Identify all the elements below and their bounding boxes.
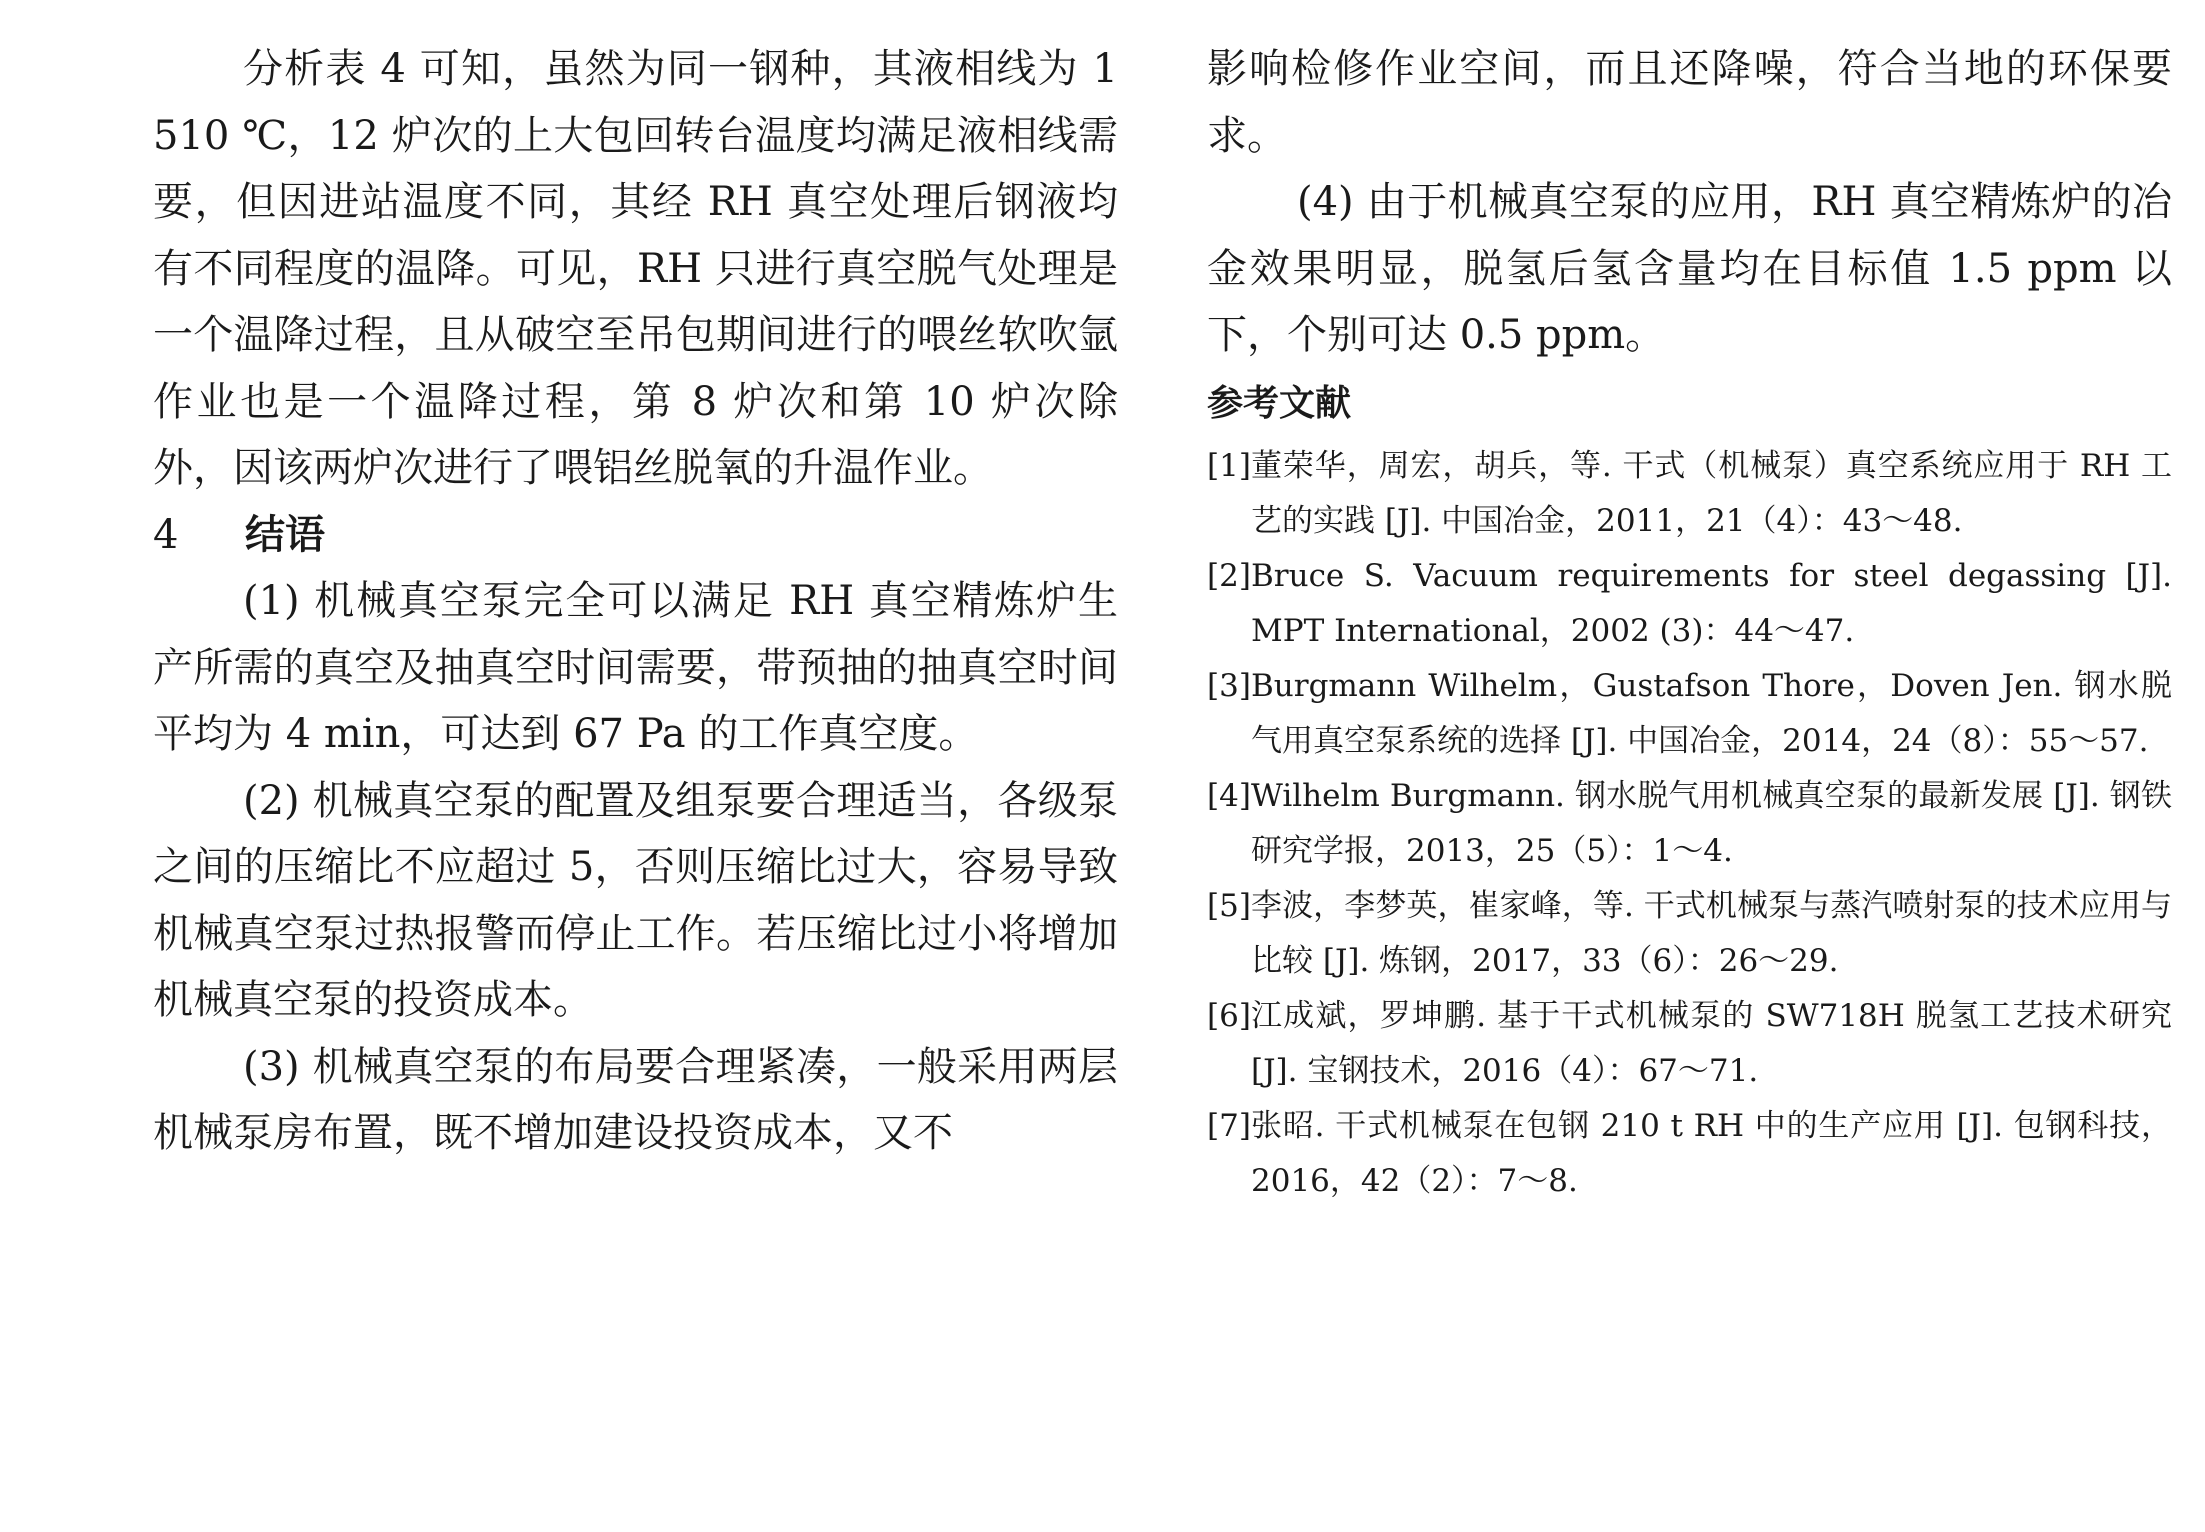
conclusion-item-2: (2) 机械真空泵的配置及组泵要合理适当，各级泵之间的压缩比不应超过 5，否则压缩比过大，容易导致机械真空泵过热报警而停止工作。若压缩比过小将增加机械真空泵的投资成本。 xyxy=(153,777,1118,1023)
reference-text: Wilhelm Burgmann. 钢水脱气用机械真空泵的最新发展 [J]. 钢铁研究学报，2013，25（5）：1～4. xyxy=(1251,777,2172,869)
reference-item xyxy=(1207,879,2172,989)
reference-tag: [4] xyxy=(1207,777,1251,814)
reference-text: 董荣华，周宏，胡兵，等. 干式（机械泵）真空系统应用于 RH 工艺的实践 [J]. 中国冶金，2011，21（4）：43～48. xyxy=(1251,447,2172,539)
section-title: 结语 xyxy=(245,510,325,558)
section-number: 4 xyxy=(153,511,179,558)
reference-tag: [1] xyxy=(1207,447,1251,484)
reference-tag: [2] xyxy=(1207,557,1251,594)
conclusion-item-4: (4) 由于机械真空泵的应用，RH 真空精炼炉的冶金效果明显，脱氢后氢含量均在目标值 1.5 ppm 以下，个别可达 0.5 ppm。 xyxy=(1207,179,2172,358)
analysis-paragraph: 分析表 4 可知，虽然为同一钢种，其液相线为 1 510 ℃，12 炉次的上大包回转台温度均满足液相线需要，但因进站温度不同，其经 RH 真空处理后钢液均有不同程度的温降。可见，RH 只进行真空脱气处理是一个温降过程，且从破空至吊包期间进行的喂丝软吹氩作业也是一个温降过程，第 8 炉次和第 10 炉次除外，因该两炉次进行了喂铝丝脱氧的升温作业。 xyxy=(153,46,1118,491)
conclusion-item-3: (3) 机械真空泵的布局要合理紧凑，一般采用两层机械泵房布置，既不增加建设投资成本，又不 xyxy=(153,1043,1118,1156)
reference-tag: [6] xyxy=(1207,997,1251,1034)
reference-text: Bruce S. Vacuum requirements for steel degassing [J]. MPT International，2002 (3)：44～47. xyxy=(1251,557,2172,649)
references-title: 参考文献 xyxy=(1207,381,1352,424)
reference-text: 李波，李梦英，崔家峰，等. 干式机械泵与蒸汽喷射泵的技术应用与比较 [J]. 炼钢，2017，33（6）：26～29. xyxy=(1251,887,2172,979)
reference-list xyxy=(1207,439,2172,1209)
section-heading xyxy=(153,502,1118,569)
reference-tag: [3] xyxy=(1207,667,1251,704)
reference-item xyxy=(1207,549,2172,659)
reference-item xyxy=(1207,989,2172,1099)
reference-tag: [7] xyxy=(1207,1107,1251,1144)
left-column xyxy=(153,36,1118,1167)
reference-item xyxy=(1207,439,2172,549)
reference-item xyxy=(1207,1099,2172,1209)
conclusion-item-1: (1) 机械真空泵完全可以满足 RH 真空精炼炉生产所需的真空及抽真空时间需要，带预抽的抽真空时间平均为 4 min，可达到 67 Pa 的工作真空度。 xyxy=(153,578,1118,757)
reference-text: Burgmann Wilhelm，Gustafson Thore，Doven Jen. 钢水脱气用真空泵系统的选择 [J]. 中国冶金，2014，24（8）：55～57. xyxy=(1251,667,2172,759)
reference-item xyxy=(1207,659,2172,769)
reference-tag: [5] xyxy=(1207,887,1251,924)
reference-text: 张昭. 干式机械泵在包钢 210 t RH 中的生产应用 [J]. 包钢科技，2016，42（2）：7～8. xyxy=(1251,1107,2172,1199)
reference-text: 江成斌，罗坤鹏. 基于干式机械泵的 SW718H 脱氢工艺技术研究 [J]. 宝钢技术，2016（4）：67～71. xyxy=(1251,997,2172,1089)
reference-item xyxy=(1207,769,2172,879)
right-column xyxy=(1207,36,2172,1209)
conclusion-item-3-continued: 影响检修作业空间，而且还降噪，符合当地的环保要求。 xyxy=(1207,46,2172,159)
